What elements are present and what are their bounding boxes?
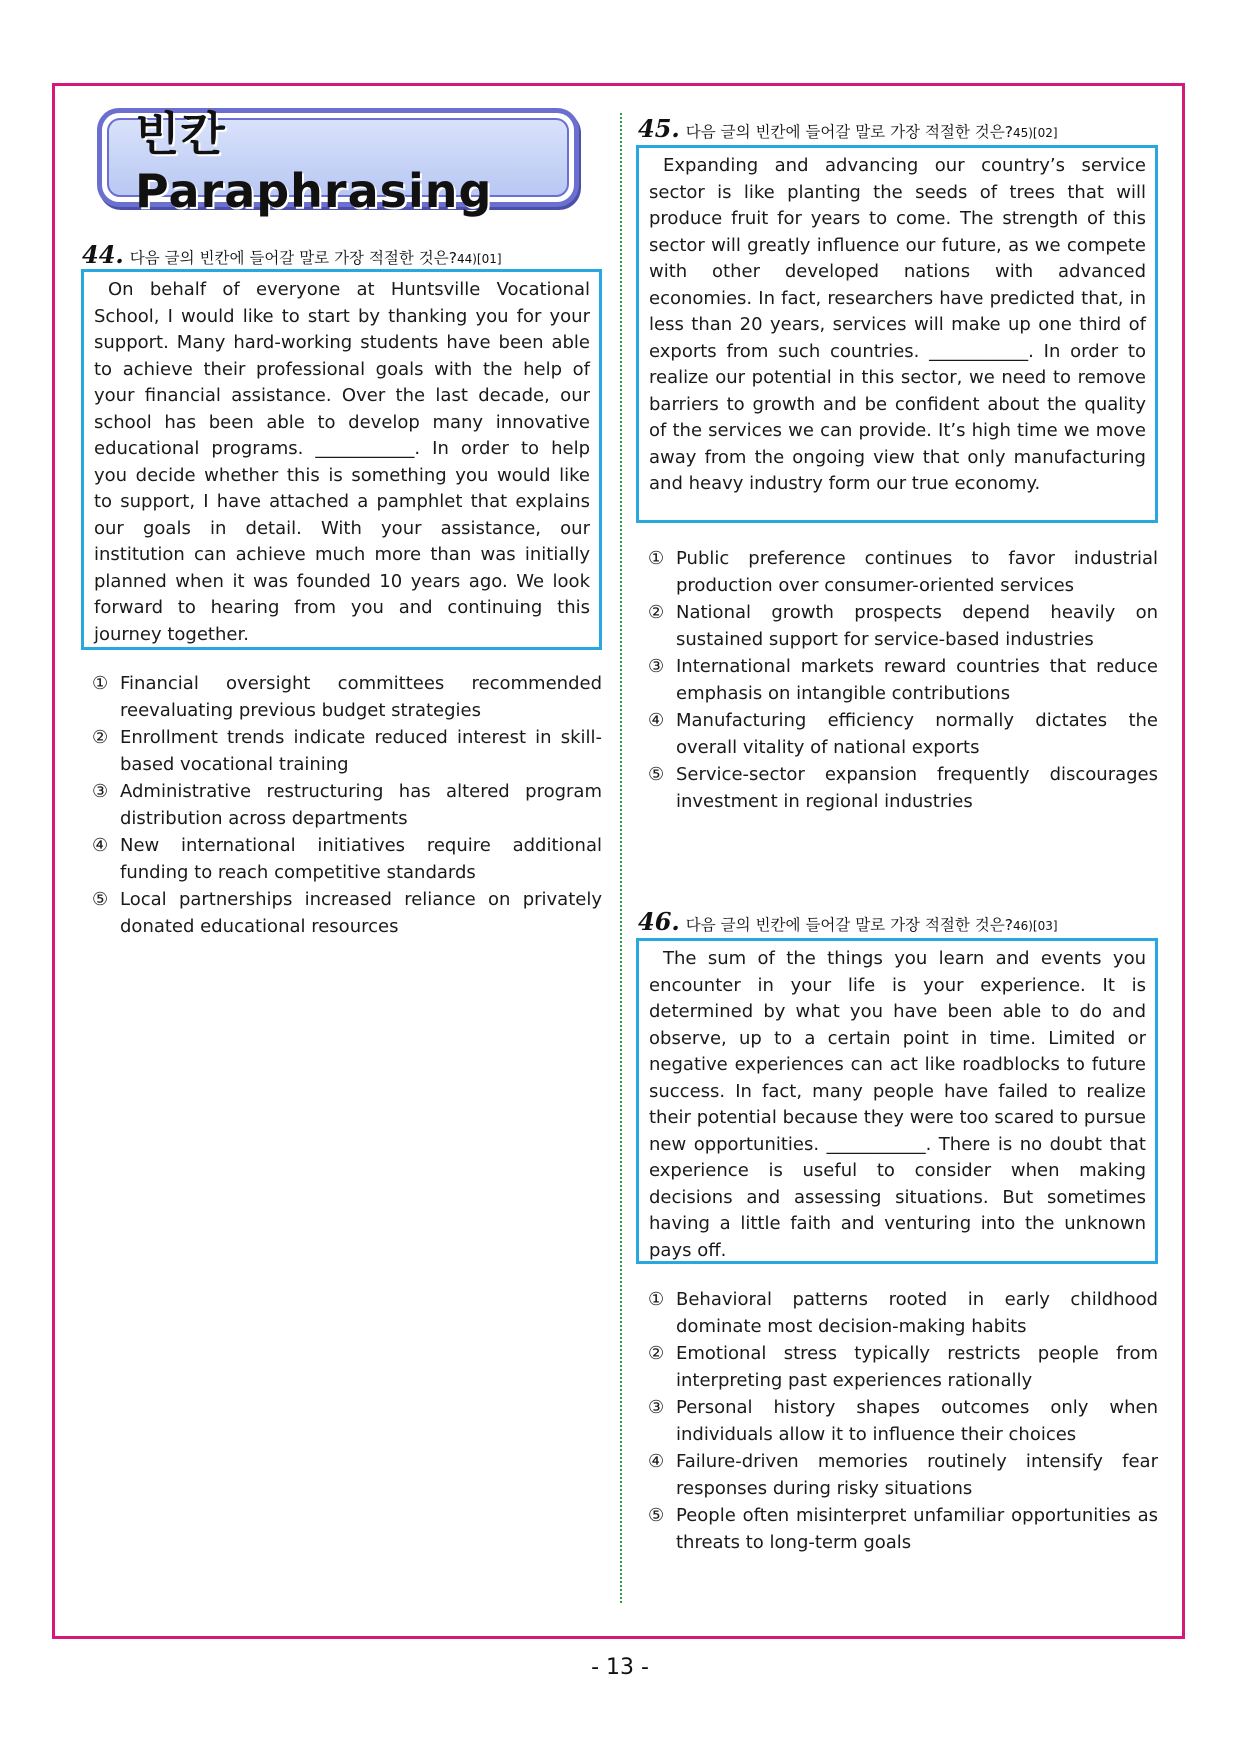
question-tag: 45)[02] (1012, 126, 1058, 140)
option-5[interactable] (648, 761, 1158, 815)
page-number: - 13 - (591, 1655, 649, 1680)
option-marker: ④ (92, 835, 109, 856)
question-number: 45. (638, 114, 680, 143)
option-3[interactable] (648, 653, 1158, 707)
option-text: Manufacturing efficiency normally dictates the overall vitality of national exports (676, 710, 1158, 758)
option-marker: ③ (648, 1397, 665, 1418)
option-text: New international initiatives require additional funding to reach competitive standards (120, 835, 602, 883)
question-header-45 (638, 114, 1058, 143)
question-tag: 44)[01] (456, 252, 502, 266)
option-text: Failure-driven memories routinely intensify fear responses during risky situations (676, 1451, 1158, 1499)
option-marker: ⑤ (648, 1505, 665, 1526)
option-marker: ④ (648, 710, 665, 731)
passage-box-45 (636, 145, 1158, 523)
question-header-46 (638, 907, 1058, 936)
option-4[interactable] (648, 707, 1158, 761)
question-tag: 46)[03] (1012, 919, 1058, 933)
option-1[interactable] (92, 670, 602, 724)
question-header-44 (82, 240, 502, 269)
option-marker: ① (92, 673, 109, 694)
options-list-46 (648, 1286, 1158, 1556)
options-list-45 (648, 545, 1158, 815)
passage-box-44 (81, 269, 602, 650)
title-banner (97, 106, 579, 218)
option-marker: ⑤ (92, 889, 109, 910)
option-text: Public preference continues to favor industrial production over consumer-oriented services (676, 548, 1158, 596)
option-4[interactable] (92, 832, 602, 886)
options-list-44 (92, 670, 602, 940)
option-text: National growth prospects depend heavily on sustained support for service-based industries (676, 602, 1158, 650)
option-5[interactable] (648, 1502, 1158, 1556)
option-marker: ① (648, 1289, 665, 1310)
option-text: Behavioral patterns rooted in early childhood dominate most decision-making habits (676, 1289, 1158, 1337)
option-marker: ④ (648, 1451, 665, 1472)
option-text: Local partnerships increased reliance on privately donated educational resources (120, 889, 602, 937)
option-3[interactable] (92, 778, 602, 832)
option-1[interactable] (648, 545, 1158, 599)
option-4[interactable] (648, 1448, 1158, 1502)
question-prompt: 다음 글의 빈칸에 들어갈 말로 가장 적절한 것은? (685, 916, 1013, 934)
option-5[interactable] (92, 886, 602, 940)
option-marker: ③ (92, 781, 109, 802)
option-marker: ② (648, 602, 665, 623)
option-2[interactable] (92, 724, 602, 778)
page-title: 빈칸 Paraphrasing (135, 106, 493, 218)
option-marker: ② (648, 1343, 665, 1364)
option-text: Financial oversight committees recommended reevaluating previous budget strategies (120, 673, 602, 721)
passage-box-46 (636, 938, 1158, 1264)
option-1[interactable] (648, 1286, 1158, 1340)
option-text: Service-sector expansion frequently discourages investment in regional industries (676, 764, 1158, 812)
option-2[interactable] (648, 599, 1158, 653)
question-number: 44. (82, 240, 124, 269)
option-2[interactable] (648, 1340, 1158, 1394)
column-divider (620, 113, 622, 1603)
passage-text: On behalf of everyone at Huntsville Vocational School, I would like to start by thanking you for your support. Many hard-working students have been able to achieve their professional goals with the help of your financial assistance. Over the last decade, our school has been able to develop many innovative educational programs. ___________. In order to help you decide whether this is something you would like to support, I have attached a pamphlet that explains our goals in detail. With your assistance, our institution can achieve much more than was initially planned when it was founded 10 years ago. We look forward to hearing from you and continuing this journey together. (94, 279, 590, 645)
passage-text: Expanding and advancing our country’s service sector is like planting the seeds of trees that will produce fruit for years to come. The strength of this sector will greatly influence our future, as we compete with other developed nations with advanced economies. In fact, researchers have predicted that, in less than 20 years, services will make up one third of exports from such countries. ___________. In order to realize our potential in this sector, we need to remove barriers to growth and be confident about the quality of the services we can provide. It’s high time we move away from the ongoing view that only manufacturing and heavy industry form our true economy. (649, 155, 1146, 494)
option-text: Administrative restructuring has altered program distribution across departments (120, 781, 602, 829)
option-marker: ⑤ (648, 764, 665, 785)
question-prompt: 다음 글의 빈칸에 들어갈 말로 가장 적절한 것은? (129, 249, 457, 267)
option-marker: ② (92, 727, 109, 748)
option-marker: ③ (648, 656, 665, 677)
option-text: Personal history shapes outcomes only when individuals allow it to influence their choices (676, 1397, 1158, 1445)
option-marker: ① (648, 548, 665, 569)
passage-text: The sum of the things you learn and events you encounter in your life is your experience. It is determined by what you have been able to do and observe, up to a certain point in time. Limited or negative experiences can act like roadblocks to future success. In fact, many people have failed to realize their potential because they were too scared to pursue new opportunities. ___________. There is no doubt that experience is useful to consider when making decisions and assessing situations. But sometimes having a little faith and venturing into the unknown pays off. (649, 948, 1146, 1261)
option-text: Enrollment trends indicate reduced interest in skill-based vocational training (120, 727, 602, 775)
question-prompt: 다음 글의 빈칸에 들어갈 말로 가장 적절한 것은? (685, 123, 1013, 141)
option-text: International markets reward countries that reduce emphasis on intangible contributions (676, 656, 1158, 704)
option-text: Emotional stress typically restricts people from interpreting past experiences rationally (676, 1343, 1158, 1391)
option-3[interactable] (648, 1394, 1158, 1448)
question-number: 46. (638, 907, 680, 936)
option-text: People often misinterpret unfamiliar opportunities as threats to long-term goals (676, 1505, 1158, 1553)
